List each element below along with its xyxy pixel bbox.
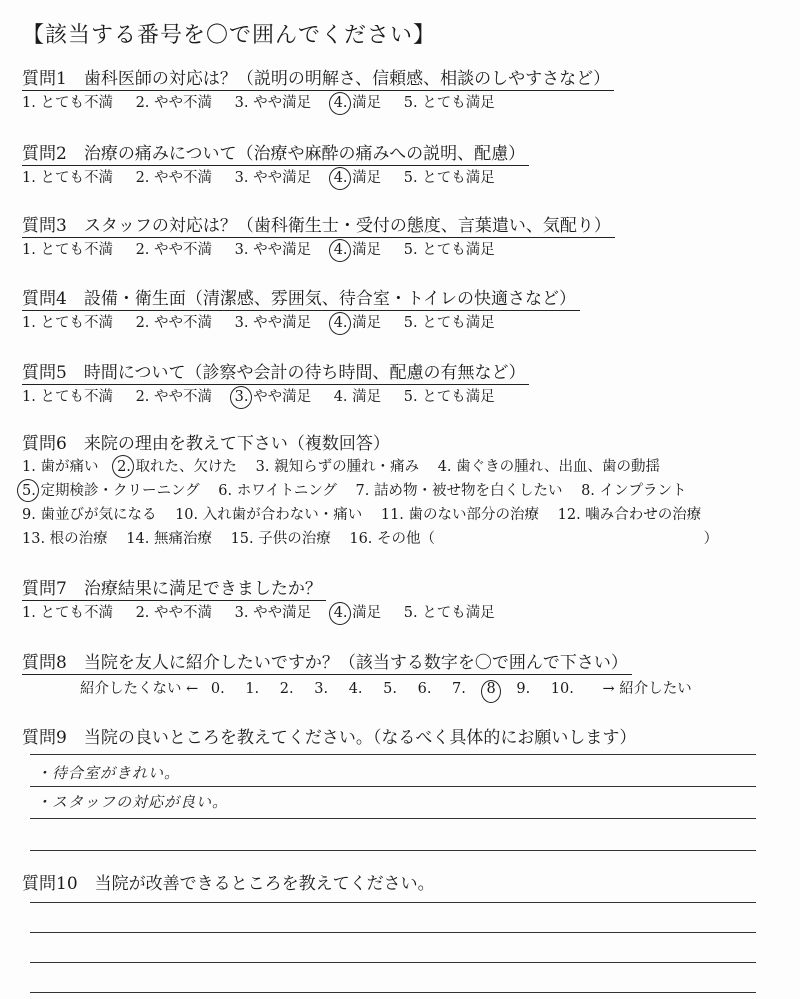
q8-number-9[interactable]: 9. [516,681,531,697]
question-5-heading: 質問5 時間について（診察や会計の待ち時間、配慮の有無など） [22,362,529,385]
q5-option-3[interactable]: 3. やや満足 [235,386,311,408]
question-2-heading: 質問2 治療の痛みについて（治療や麻酔の痛みへの説明、配慮） [22,143,529,166]
q8-number-0[interactable]: 0. [210,681,225,697]
q5-option-4[interactable]: 4. 満足 [333,389,382,405]
q6-reason-2[interactable]: 2. 取れた、欠けた [117,455,237,479]
q4-option-1[interactable]: 1. とても不満 [22,315,113,331]
q1-option-5[interactable]: 5. とても満足 [403,95,495,111]
q3-option-2[interactable]: 2. やや不満 [135,242,213,258]
q6-row-2 [22,479,718,503]
q7-option-1[interactable]: 1. とても不満 [22,605,113,621]
question-9 [22,727,640,749]
q1-option-4[interactable]: 4. 満足 [334,92,381,114]
q8-low-label: 紹介したくない ← [80,681,199,697]
q6-reason-9[interactable]: 9. 歯並びが気になる [22,507,157,523]
q6-reason-5[interactable]: 5. 定期検診・クリーニング [22,479,200,503]
q6-reason-16[interactable]: 16. その他（ [349,531,436,547]
question-4 [22,288,580,334]
q5-option-2[interactable]: 2. やや不満 [135,389,213,405]
q6-reason-12[interactable]: 12. 噛み合わせの治療 [557,507,702,523]
q8-number-1[interactable]: 1. [245,681,260,697]
q8-number-3[interactable]: 3. [314,681,329,697]
q6-row-4 [22,527,718,551]
q9-handwritten-answer-1: ・待合室がきれい。 [36,764,181,782]
q10-writing-line [30,962,756,963]
q2-option-1[interactable]: 1. とても不満 [22,170,113,186]
q10-writing-line [30,992,756,993]
q8-number-2[interactable]: 2. [279,681,294,697]
q6-reason-1[interactable]: 1. 歯が痛い [22,459,99,475]
question-8-heading: 質問8 当院を友人に紹介したいですか？（該当する数字を〇で囲んで下さい） [22,652,632,675]
question-5-options [22,386,529,408]
q4-option-2[interactable]: 2. やや不満 [135,315,213,331]
question-1-options [22,92,614,114]
q6-reason-10[interactable]: 10. 入れ歯が合わない・痛い [175,507,363,523]
question-7 [22,578,513,624]
question-3-heading: 質問3 スタッフの対応は？（歯科衛生士・受付の態度、言葉遣い、気配り） [22,215,615,238]
q10-writing-line [30,902,756,903]
question-5 [22,362,529,408]
question-2 [22,143,529,189]
q4-option-4[interactable]: 4. 満足 [334,312,381,334]
q6-row-3 [22,503,718,527]
question-8 [22,652,700,698]
q6-reason-8[interactable]: 8. インプラント [581,483,687,499]
q1-option-3[interactable]: 3. やや満足 [234,95,312,111]
q6-other-close-paren: ） [703,531,719,547]
question-9-heading: 質問9 当院の良いところを教えてください。（なるべく具体的にお願いします） [22,728,637,748]
question-1 [22,68,614,114]
question-6 [22,433,718,551]
q9-writing-line [30,850,756,851]
q9-writing-line [30,786,756,787]
q5-option-5[interactable]: 5. とても満足 [403,389,495,405]
q8-number-6[interactable]: 6. [417,681,432,697]
q9-handwritten-answer-2: ・スタッフの対応が良い。 [36,793,229,811]
q7-option-2[interactable]: 2. やや不満 [135,605,213,621]
question-3 [22,215,615,261]
q6-reason-4[interactable]: 4. 歯ぐきの腫れ、出血、歯の動揺 [437,459,660,475]
page-title: 【該当する番号を〇で囲んでください】 [22,23,437,48]
q2-option-2[interactable]: 2. やや不満 [135,170,213,186]
q7-option-3[interactable]: 3. やや満足 [234,605,312,621]
q8-number-4[interactable]: 4. [348,681,363,697]
q6-reason-7[interactable]: 7. 詰め物・被せ物を白くしたい [355,483,563,499]
question-10 [22,873,439,895]
q9-writing-line [30,818,756,819]
q6-reason-11[interactable]: 11. 歯のない部分の治療 [380,507,540,523]
q8-number-5[interactable]: 5. [383,681,397,697]
q6-reason-15[interactable]: 15. 子供の治療 [230,531,331,547]
q6-row-1 [22,455,718,479]
q1-option-1[interactable]: 1. とても不満 [22,95,113,111]
question-3-options [22,239,615,261]
question-2-options [22,167,529,189]
q1-option-2[interactable]: 2. やや不満 [135,95,213,111]
question-4-heading: 質問4 設備・衛生面（清潔感、雰囲気、待合室・トイレの快適さなど） [22,288,580,311]
q3-option-4[interactable]: 4. 満足 [334,239,381,261]
q8-number-7[interactable]: 7. [452,681,466,697]
question-7-options [22,602,513,624]
q6-reason-6[interactable]: 6. ホワイトニング [218,483,337,499]
q8-scale [72,677,700,698]
q2-option-4[interactable]: 4. 満足 [334,167,381,189]
q5-option-1[interactable]: 1. とても不満 [22,389,113,405]
q4-option-5[interactable]: 5. とても満足 [403,315,495,331]
question-7-heading: 質問7 治療結果に満足できましたか？ [22,578,326,601]
q6-reason-13[interactable]: 13. 根の治療 [22,531,108,547]
question-10-heading: 質問10 当院が改善できるところを教えてください。 [22,874,435,894]
q3-option-3[interactable]: 3. やや満足 [234,242,312,258]
q2-option-3[interactable]: 3. やや満足 [234,170,312,186]
q7-option-5[interactable]: 5. とても満足 [403,605,495,621]
q9-writing-line [30,754,756,755]
q8-number-10[interactable]: 10. [550,681,574,697]
q3-option-5[interactable]: 5. とても満足 [403,242,495,258]
q8-number-8[interactable]: 8 [486,681,496,697]
q8-high-label: → 紹介したい [602,681,692,697]
question-4-options [22,312,580,334]
q2-option-5[interactable]: 5. とても満足 [403,170,495,186]
q6-reason-3[interactable]: 3. 親知らずの腫れ・痛み [255,459,420,475]
q4-option-3[interactable]: 3. やや満足 [234,315,312,331]
question-1-heading: 質問1 歯科医師の対応は？（説明の明解さ、信頼感、相談のしやすさなど） [22,68,614,91]
q6-reason-14[interactable]: 14. 無痛治療 [126,531,212,547]
q3-option-1[interactable]: 1. とても不満 [22,242,113,258]
q7-option-4[interactable]: 4. 満足 [334,602,381,624]
q10-writing-line [30,932,756,933]
question-6-heading: 質問6 来院の理由を教えて下さい（複数回答） [22,434,390,454]
